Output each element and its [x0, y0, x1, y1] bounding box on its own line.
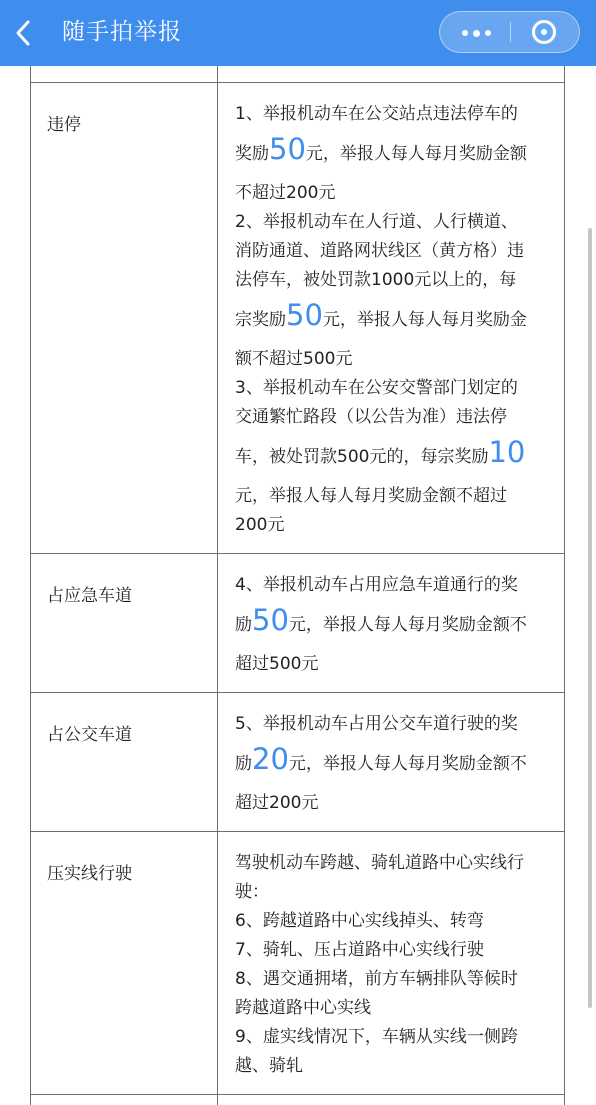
- more-button[interactable]: [440, 12, 510, 52]
- description-text: 消防通道、道路网状线区（黄方格）违: [235, 240, 524, 261]
- reward-description-cell: [218, 831, 565, 1094]
- table-row: [31, 82, 565, 553]
- violation-category-cell: 压实线行驶: [31, 831, 218, 1094]
- description-text: 宗奖励: [235, 309, 286, 330]
- description-line: [235, 878, 548, 907]
- reward-amount: 50: [252, 602, 289, 637]
- description-line: [235, 849, 548, 878]
- description-line: [235, 345, 548, 374]
- reward-amount: 50: [269, 131, 306, 166]
- description-line: [235, 403, 548, 432]
- table-cell: [218, 1094, 565, 1105]
- close-button[interactable]: [511, 12, 579, 52]
- description-text: 法停车，被处罚款1000元以上的，每: [235, 269, 517, 290]
- description-text: 6、跨越道路中心实线掉头、转弯: [235, 910, 484, 931]
- description-line: [235, 374, 548, 403]
- description-text: 驶：: [235, 881, 269, 902]
- capsule-menu: [439, 11, 580, 53]
- violation-category-cell: 占公交车道: [31, 692, 218, 831]
- description-text: 越、骑轧: [235, 1055, 303, 1076]
- reward-description-cell: [218, 553, 565, 692]
- description-text: 7、骑轧、压占道路中心实线行驶: [235, 939, 484, 960]
- reward-description-cell: [218, 692, 565, 831]
- description-text: 元，举报人每人每月奖励金额不: [288, 614, 527, 635]
- description-text: 200元: [235, 514, 285, 535]
- scrollbar-thumb[interactable]: [588, 228, 592, 1008]
- description-line: [235, 650, 548, 679]
- description-text: 元，举报人每人每月奖励金额不超过: [235, 485, 507, 506]
- reward-amount: 50: [286, 297, 323, 332]
- description-text: 元，举报人每人每月奖励金额不: [288, 753, 527, 774]
- description-line: [235, 789, 548, 818]
- description-line: [235, 600, 548, 650]
- violation-category-cell: 占应急车道: [31, 553, 218, 692]
- navigation-bar: [0, 0, 596, 66]
- table-cell: [31, 1094, 218, 1105]
- reward-rules-table: [30, 66, 565, 1105]
- description-line: [235, 710, 548, 739]
- reward-amount: 10: [488, 434, 526, 469]
- description-text: 驾驶机动车跨越、骑轧道路中心实线行: [235, 852, 524, 873]
- table-cell: [218, 66, 565, 82]
- description-text: 超过200元: [235, 792, 319, 813]
- violation-category-cell: 违停: [31, 82, 218, 553]
- target-circle-icon: [532, 20, 556, 44]
- description-line: [235, 1023, 548, 1052]
- page-title: 随手拍举报: [62, 19, 182, 45]
- back-button[interactable]: [0, 0, 56, 66]
- reward-description-cell: [218, 82, 565, 553]
- reward-amount: 20: [252, 741, 289, 776]
- description-text: 元，举报人每人每月奖励金: [322, 309, 527, 330]
- description-text: 元，举报人每人每月奖励金额: [305, 143, 527, 164]
- description-line: [235, 100, 548, 129]
- description-text: 跨越道路中心实线: [235, 997, 371, 1018]
- description-text: 额不超过500元: [235, 348, 353, 369]
- description-text: 不超过200元: [235, 182, 336, 203]
- description-text: 车，被处罚款500元的，每宗奖励: [235, 446, 489, 467]
- description-text: 1、举报机动车在公交站点违法停车的: [235, 103, 518, 124]
- description-line: [235, 739, 548, 789]
- description-text: 交通繁忙路段（以公告为准）违法停: [235, 406, 507, 427]
- description-line: [235, 208, 548, 237]
- description-line: [235, 129, 548, 179]
- table-row: [31, 692, 565, 831]
- chevron-left-icon: [14, 19, 34, 47]
- description-text: 8、遇交通拥堵，前方车辆排队等候时: [235, 968, 518, 989]
- description-text: 9、虚实线情况下，车辆从实线一侧跨: [235, 1026, 518, 1047]
- description-line: [235, 571, 548, 600]
- description-text: 奖励: [235, 143, 269, 164]
- description-line: [235, 237, 548, 266]
- table-cell: [31, 66, 218, 82]
- description-line: [235, 994, 548, 1023]
- description-line: [235, 266, 548, 295]
- table-row: [31, 831, 565, 1094]
- description-line: [235, 511, 548, 540]
- table-row: [31, 553, 565, 692]
- description-text: 4、举报机动车占用应急车道通行的奖: [235, 574, 518, 595]
- description-line: [235, 907, 548, 936]
- description-text: 励: [235, 614, 252, 635]
- content-area[interactable]: [0, 66, 596, 1105]
- description-line: [235, 482, 548, 511]
- description-line: [235, 965, 548, 994]
- description-line: [235, 295, 548, 345]
- description-line: [235, 1052, 548, 1081]
- description-line: [235, 936, 548, 965]
- description-text: 励: [235, 753, 252, 774]
- description-line: [235, 432, 548, 482]
- description-text: 5、举报机动车占用公交车道行驶的奖: [235, 713, 518, 734]
- table-row-bottom-partial: [31, 1094, 565, 1105]
- description-text: 2、举报机动车在人行道、人行横道、: [235, 211, 518, 232]
- description-text: 超过500元: [235, 653, 319, 674]
- description-text: 3、举报机动车在公安交警部门划定的: [235, 377, 518, 398]
- description-line: [235, 179, 548, 208]
- table-row-top-partial: [31, 66, 565, 82]
